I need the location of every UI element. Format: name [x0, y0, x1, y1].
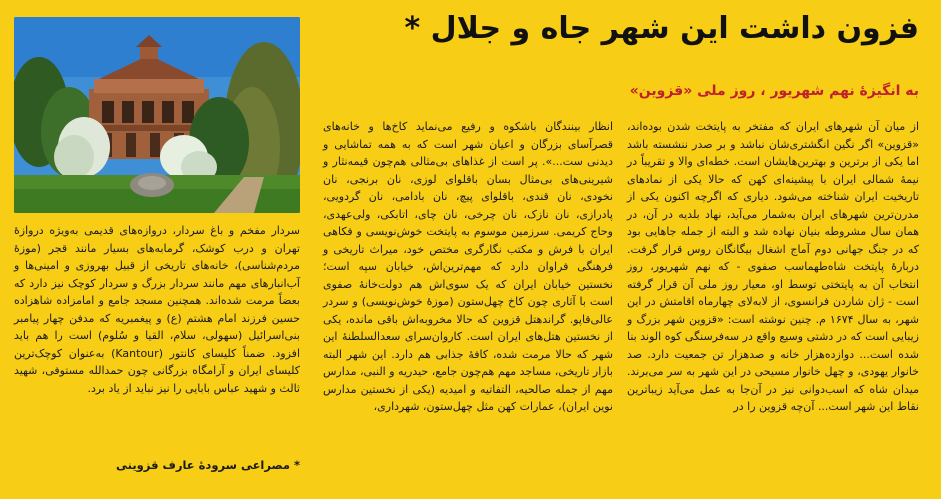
body-column-left: سردار مفخم و باغ سردار، دروازه‌های قدیمی به‌ویژه دروازهٔ تهران و درب کوشک، گرمابه‌های بسیار مانند قجر (موزهٔ مردم‌شناسی)، خانه‌های تاریخی از قبیل بهروزی و امینی‌ها و آب‌انبارهای مهم مانند سردار بزرگ و سردار کوچک نیز دارد که بعضاً مرمت شده‌اند. همچنین مسجد جامع و امامزاده شاهزاده حسین فرزند امام هشتم (ع) و پیغمبریه که مدفن چهار پیامبر بنی‌اسرائیل (سهولی، سلام، القیا و سُلوم) است را هم باید افزود. ضمناً کلیسای کانتور (Kantour) به‌عنوان کوچک‌ترین کلیسای ایران و آرامگاه بزرگانی چون حمدالله مستوفی، شهید ثالث و شهید عباس بابایی را نیز نباید از یاد برد. [14, 224, 300, 395]
palace-garden-image [14, 17, 300, 213]
footnote: * مصراعی سرودهٔ عارف قزوینی [116, 458, 300, 472]
body-column-right: از میان آن شهرهای ایران که مفتخر به پایتخت شدن بوده‌اند، «قزوین» اگر نگین انگشتری‌شان نباشد و بر صدر ننشسته باشد اما یکی از برترین و بهترین‌هایشان است. خطه‌ای والا و تقریباً در نیمهٔ شمالی ایران با پیشینه‌ای کهن که حالا یکی از نمادهای تاریخیت ایران شناخته می‌شود. دیاری که اگرچه اکنون یکی از مدرن‌ترین شهرهای ایران به‌شمار می‌آید، نهاد بلدیه در آن، در همان سال مشروطه بنیان نهاده شد و البته از جمله جاهایی بود که در جنگ جهانی دوم آماج اشغال بیگانگان روس قرار گرفت. دربارهٔ پایتخت شاه‌طهماسب صفوی - که نهم شهریور، روز انتخاب آن به پایتختی توسط او، معیار روز ملی آن قرار گرفته است - ژان شاردن فرانسوی، از لابه‌لای چهارماه اقامتش در این شهر، به سال ۱۶۷۴ م. چنین نوشته است: «قزوین شهر بزرگ و زیبایی است که در دشتی وسیع واقع در سه‌فرسنگی کوه الوند بنا شده است... دوازده‌هزار خانه و صدهزار تن جمعیت دارد. صد خانوار یهودی، و چهل خانوار مسیحی در این شهر به سر می‌برند. میدان شاه که اسب‌دوانی نیز در آن‌جا به عمل می‌آید زیباترین نقاط این شهر است... آن‌چه قزوین را در [627, 120, 919, 413]
article-subtitle: به انگیزهٔ نهم شهریور ، روز ملی «قزوین» [629, 83, 919, 99]
chehel-sotoun-photo [14, 17, 300, 213]
body-column-middle: انظار بینندگان باشکوه و رفیع می‌نماید کاخ‌ها و خانه‌های قصرآسای بزرگان و اعیان شهر است که به همه تماشایی و دیدنی ست...». پر است از غذاهای بی‌مثالی هم‌چون قیمه‌نثار و شیرینی‌های بی‌مثال بسان باقلوای لوزی، نان برنجی، نان نخودی، نان قندی، باقلوای پیچ، نان بادامی، نان گردویی، پادرازی، نان نازک، نان چرخی، نان چای، اتابکی، ولی‌عهدی، وحاج کریمی. سرزمین موسوم به پایتخت خوش‌نویسی و فکاهی ایران با فرش و مکتب نگارگری مختص خود، میراث تاریخی و فرهنگی فراوان دارد که مهم‌ترین‌اش، خیابان سپه است؛ نخستین خیابان ایران که یک سوی‌اش هم دولت‌خانهٔ صفوی است با آثاری چون کاخ چهل‌ستون (موزهٔ خوش‌نویسی) و سردر عالی‌قاپو. گراندهتل قزوین که حالا مخروبه‌اش باقی مانده، یکی از نخستین هتل‌های ایران است. کاروان‌سرای سعدالسلطنهٔ این شهر که حالا مرمت شده، کافهٔ جذابی هم دارد. این شهر البته بازار تاریخی، مساجد مهم هم‌چون جامع، حیدریه و النبی، مدارس مهم از جمله صالحیه، التفاتیه و امیدیه (یکی از نخستین مدارس نوین ایران)، عمارات کهن مثل چهل‌ستون، شهرداری، [323, 120, 613, 413]
article-title: فزون داشت این شهر جاه و جلال * [404, 11, 919, 46]
